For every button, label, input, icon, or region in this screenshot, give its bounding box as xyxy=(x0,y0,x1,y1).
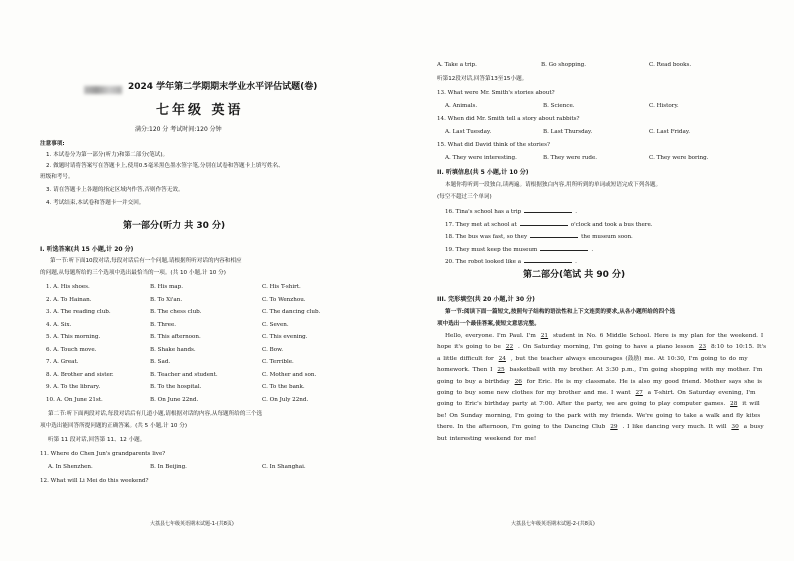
fill-section-title: II. 听填信息(共 5 小题,计 10 分) xyxy=(437,169,529,176)
fill-intro-1: 本题你将听到一段独白,读两遍。请根据独白内容,用所听到的单词或短语完成下列各题。 xyxy=(445,182,662,188)
option-c: C. Terrible. xyxy=(262,359,294,365)
cloze-blank[interactable]: 30 xyxy=(731,424,739,431)
cloze-blank[interactable]: 23 xyxy=(698,344,707,351)
option-b: B. The chess club. xyxy=(150,309,202,315)
cloze-blank[interactable]: 25 xyxy=(497,367,505,374)
fill-suffix: the museum soon. xyxy=(581,234,633,240)
q11-option-b: B. In Beijing. xyxy=(150,464,187,470)
section1-intro-2: 的问题,从每题所给的三个选项中选出最恰当的一项。(共 10 小题,计 10 分) xyxy=(40,270,226,276)
fill-blank[interactable] xyxy=(524,256,572,263)
passage-text: for Eric. He is my classmate. He is also my good friend. Mother says she is going to buy some new clothes for my brother and me. I want xyxy=(437,378,763,397)
fill-blank[interactable] xyxy=(530,231,578,238)
option-c: C. To the bank. xyxy=(262,384,305,390)
question-row xyxy=(0,347,397,355)
fill-suffix: . xyxy=(591,246,594,253)
option-b: B. Shake hands. xyxy=(150,346,196,353)
fill-item xyxy=(445,219,653,229)
passage-text: a T-shirt. On Saturday evening, I'm going to Eric's birthday party at 7:00. After the party, we are going to play computer games. xyxy=(437,390,756,408)
option-b: B. Teacher and student. xyxy=(150,371,218,378)
section2-intro-2: 项中选出能回答所提问题的正确答案。(共 5 小题,计 10 分) xyxy=(40,423,187,429)
option-a: 3. A. The reading club. xyxy=(46,309,111,315)
option-a: 4. A. Six. xyxy=(46,321,72,328)
exam-page-right xyxy=(397,0,794,561)
fill-suffix: . xyxy=(575,209,577,215)
option-a: 7. A. Great. xyxy=(46,359,79,365)
q13-option-c: C. History. xyxy=(649,103,679,109)
fill-blank[interactable] xyxy=(520,219,568,226)
q13-option-a: A. Animals. xyxy=(445,103,478,109)
option-c: C. The dancing club. xyxy=(262,309,321,315)
score-time: 满分:120 分 考试时间:120 分钟 xyxy=(135,126,222,133)
note-3: 3. 请在答题卡上各题的指定区域内作答,否则作答无效。 xyxy=(46,187,184,193)
q14-option-c: C. Last Friday. xyxy=(649,129,691,135)
q15-option-b: B. They were rude. xyxy=(543,155,598,161)
cloze-blank[interactable]: 22 xyxy=(505,344,514,351)
passage-text: Hello, everyone. I'm Paul. I'm xyxy=(445,333,536,339)
cloze-blank[interactable]: 27 xyxy=(635,390,643,397)
fill-prompt: 16. Tina's school has a trip xyxy=(445,209,522,215)
fill-blank[interactable] xyxy=(524,206,572,213)
option-a: 8. A. Brother and sister. xyxy=(46,371,114,378)
fill-blank[interactable] xyxy=(540,244,588,251)
cloze-intro-1: 第一节:阅读下面一篇短文,按照句子结构的语法性和上下文连贯的要求,从各小题所给的四个选 xyxy=(445,309,676,315)
option-c: C. Mother and son. xyxy=(262,371,317,378)
cloze-blank[interactable]: 26 xyxy=(514,378,522,385)
passage-text: it will be! On Sunday morning, I'm going to the park with my friends. We're going to take a walk and fly kites there. In the afternoon, I'm going to the Dancing Club xyxy=(437,401,761,431)
note-2-cont: 班级和考号。 xyxy=(40,174,74,180)
option-a: 5. A. This morning. xyxy=(46,334,101,340)
section1-intro-1: 第一节:听下面10段对话,每段对话后有一个问题,请根据所听对话的内容和相应 xyxy=(50,258,242,264)
passage-text: basketball with my brother. At 3:30 p.m., I'm going shopping with my mother. I'm going to buy a birthday xyxy=(437,367,763,385)
question-row xyxy=(0,284,397,292)
q15-option-c: C. They were boring. xyxy=(649,155,709,161)
q11-option-a: A. In Shenzhen. xyxy=(48,464,93,470)
fill-prompt: 20. The robot looked like a xyxy=(445,259,522,265)
notes-heading: 注意事项: xyxy=(40,141,65,147)
option-a: 1. A. His shoes. xyxy=(46,284,90,290)
option-c: C. His T-shirt. xyxy=(262,284,301,290)
dialog-11-instruction: 听第 11 段对话,回答第 11、12 小题。 xyxy=(48,437,146,443)
option-b: B. To the hospital. xyxy=(150,384,202,390)
question-14: 14. When did Mr. Smith tell a story about rabbits? xyxy=(437,116,580,122)
cloze-section-title: III. 完形填空(共 20 小题,计 30 分) xyxy=(437,296,535,303)
cloze-blank[interactable]: 24 xyxy=(498,355,506,362)
question-row xyxy=(0,397,397,405)
part2-title: 第二部分(笔试 共 90 分) xyxy=(523,270,626,280)
passage-text: . On Saturday morning, I'm going to have a piano lesson xyxy=(518,344,694,351)
q13-option-b: B. Science. xyxy=(543,103,575,109)
option-a: 2. A. To Hainan. xyxy=(46,296,92,303)
fill-item xyxy=(445,231,633,241)
fill-prompt: 18. The bus was fast, so they xyxy=(445,234,528,240)
note-4: 4. 考试结束,本试卷和答题卡一并交回。 xyxy=(46,200,145,206)
note-1: 1. 本试卷分为第一部分(听力)和第二部分(笔试)。 xyxy=(46,152,169,158)
option-c: C. To Wenzhou. xyxy=(262,296,306,303)
fill-item xyxy=(445,244,593,254)
q14-option-a: A. Last Tuesday. xyxy=(445,129,492,135)
cloze-blank[interactable]: 29 xyxy=(610,424,618,431)
option-b: B. Three. xyxy=(150,321,177,328)
option-b: B. This afternoon. xyxy=(150,334,201,340)
section2-intro-1: 第二节:听下面两段对话,每段对话后有几道小题,请根据对话的内容,从每题所给的三个选 xyxy=(48,411,263,417)
question-row xyxy=(0,372,397,380)
q14-option-b: B. Last Thursday. xyxy=(543,129,593,135)
option-b: B. Sad. xyxy=(150,359,171,365)
question-12: 12. What will Li Mei do this weekend? xyxy=(40,478,149,484)
fill-prompt: 17. They met at school at xyxy=(445,221,517,228)
q12-option-a: A. Take a trip. xyxy=(437,62,477,68)
option-c: C. This evening. xyxy=(262,334,308,340)
exam-title: 2024 学年第二学期期末学业水平评估试题(卷) xyxy=(128,82,318,92)
cloze-passage xyxy=(437,331,767,445)
passage-text: student in No. 6 Middle School. Here is my plan for the weekend. I hope it's going to be xyxy=(437,333,764,351)
cloze-blank[interactable]: 28 xyxy=(730,401,738,408)
cloze-blank[interactable]: 21 xyxy=(540,333,549,339)
passage-text: , but the teacher always encourages (鼓励) me. At 10:30, I'm going to do my homework. Then I xyxy=(437,355,748,374)
fill-suffix: . xyxy=(575,259,577,265)
listening-section-title: I. 听选答案(共 15 小题,计 20 分) xyxy=(40,246,134,253)
q11-option-c: C. In Shanghai. xyxy=(262,464,306,470)
question-row xyxy=(0,359,397,367)
cloze-intro-2: 项中选出一个最佳答案,使短文意思完整。 xyxy=(437,321,540,327)
note-2: 2. 做题时请将答案写在答题卡上,使用0.5毫米黑色墨水签字笔,分别在试卷和答题卡上填写姓名、 xyxy=(46,163,284,169)
question-row xyxy=(0,309,397,317)
q12-option-b: B. Go shopping. xyxy=(541,62,587,68)
question-row xyxy=(0,297,397,305)
option-a: 6. A. Touch move. xyxy=(46,346,97,353)
dialog-12-instruction: 听第12段对话,回答第13至15小题。 xyxy=(437,76,528,82)
option-b: B. His map. xyxy=(150,284,183,290)
q12-option-c: C. Read books. xyxy=(649,62,692,68)
part1-title: 第一部分(听力 共 30 分) xyxy=(123,221,226,231)
passage-text: a busy but interesting weekend for me! xyxy=(437,424,764,442)
option-b: B. On June 22nd. xyxy=(150,396,199,403)
option-c: C. Seven. xyxy=(262,321,289,328)
fill-item xyxy=(445,256,577,266)
question-row xyxy=(0,384,397,392)
option-b: B. To Xi'an. xyxy=(150,296,183,303)
option-a: 9. A. To the library. xyxy=(46,384,101,390)
option-a: 10. A. On June 21st. xyxy=(46,396,103,403)
option-c: C. Bow. xyxy=(262,346,284,353)
question-15: 15. What did David think of the stories? xyxy=(437,142,550,148)
grade-subject: 七年级 英语 xyxy=(156,103,244,118)
fill-item xyxy=(445,206,577,216)
redacted-school-name xyxy=(84,86,122,94)
fill-intro-2: (每空不超过三个单词) xyxy=(437,194,492,200)
question-row xyxy=(0,322,397,330)
page-footer-left: 大荔县七年级英语期末试题-1-(共8页) xyxy=(150,521,234,527)
fill-prompt: 19. They must keep the museum xyxy=(445,246,538,253)
option-c: C. On July 22nd. xyxy=(262,396,309,403)
passage-text: 8:10 to 10:15. It's a little difficult for xyxy=(437,344,767,362)
page-footer-right: 大荔县七年级英语期末试题-2-(共8页) xyxy=(511,521,595,527)
question-13: 13. What were Mr. Smith's stories about? xyxy=(437,90,555,96)
question-11: 11. Where do Chen Jun's grandparents live? xyxy=(40,451,166,457)
passage-text: . I like dancing very much. It will xyxy=(622,424,727,431)
fill-suffix: o'clock and took a bus there. xyxy=(570,221,653,228)
question-row xyxy=(0,334,397,342)
q15-option-a: A. They were interesting. xyxy=(445,155,517,161)
